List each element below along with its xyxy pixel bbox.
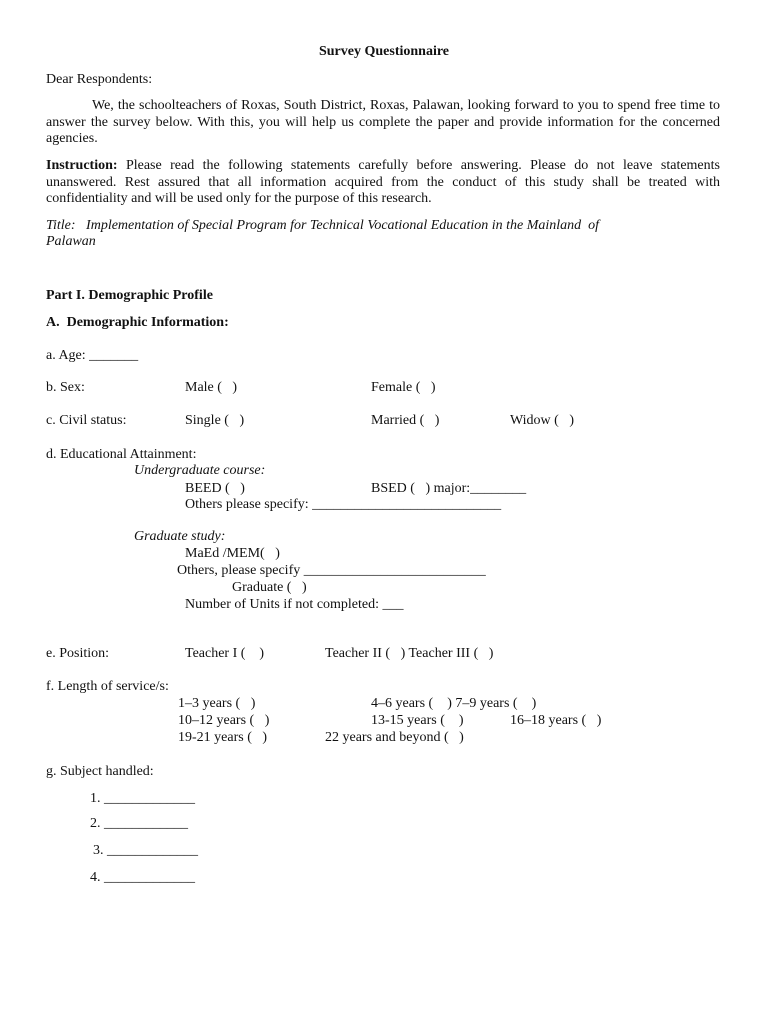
position-label: e. Position:	[46, 646, 110, 661]
sex-label: b. Sex:	[46, 380, 85, 395]
bsed-option[interactable]: BSED ( ) major:________	[371, 481, 527, 496]
undergraduate-label: Undergraduate course:	[134, 463, 266, 478]
study-title-line-1: Title: Implementation of Special Program for Technical Vocational Education in the Mainland of	[46, 218, 600, 233]
graduate-others-field[interactable]: Others, please specify __________________________	[177, 563, 486, 578]
service-length-label: f. Length of service/s:	[46, 679, 169, 694]
civil-married-option[interactable]: Married ( )	[371, 413, 440, 428]
subject-item[interactable]: 4. _____________	[90, 870, 195, 885]
instruction-text: Please read the following statements carefully before answering. Please do not leave statements unanswered. Rest assured that all information acquired from the conduct of this study shall be treated with confidentiality and will be used only for the purpose of this research.	[46, 158, 720, 206]
graduate-study-label: Graduate study:	[134, 529, 226, 544]
graduate-option[interactable]: Graduate ( )	[232, 580, 307, 595]
instruction-paragraph	[46, 158, 720, 208]
instruction-label: Instruction:	[46, 158, 118, 173]
sex-female-option[interactable]: Female ( )	[371, 380, 436, 395]
study-title-line-2: Palawan	[46, 234, 96, 249]
service-1-3-option[interactable]: 1–3 years ( )	[178, 696, 256, 711]
civil-single-option[interactable]: Single ( )	[185, 413, 245, 428]
service-13-15-option[interactable]: 13-15 years ( )	[371, 713, 464, 728]
age-field[interactable]: a. Age: _______	[46, 348, 139, 363]
page-title: Survey Questionnaire	[318, 44, 450, 59]
subject-item[interactable]: 1. _____________	[90, 791, 195, 806]
salutation: Dear Respondents:	[46, 72, 153, 87]
undergraduate-others-field[interactable]: Others please specify: ___________________________	[185, 497, 502, 512]
maed-option[interactable]: MaEd /MEM( )	[185, 546, 280, 561]
civil-widow-option[interactable]: Widow ( )	[510, 413, 574, 428]
sex-male-option[interactable]: Male ( )	[185, 380, 238, 395]
teacher-ii-iii-options[interactable]: Teacher II ( ) Teacher III ( )	[325, 646, 494, 661]
teacher-i-option[interactable]: Teacher I ( )	[185, 646, 265, 661]
subject-handled-label: g. Subject handled:	[46, 764, 154, 779]
subject-item[interactable]: 3. _____________	[93, 843, 198, 858]
service-4-9-options[interactable]: 4–6 years ( ) 7–9 years ( )	[371, 696, 537, 711]
service-19-21-option[interactable]: 19-21 years ( )	[178, 730, 268, 745]
part-one-heading: Part I. Demographic Profile	[46, 288, 213, 303]
beed-option[interactable]: BEED ( )	[185, 481, 245, 496]
subject-item[interactable]: 2. ____________	[90, 816, 188, 831]
education-label: d. Educational Attainment:	[46, 447, 197, 462]
service-10-12-option[interactable]: 10–12 years ( )	[178, 713, 270, 728]
service-16-18-option[interactable]: 16–18 years ( )	[510, 713, 602, 728]
units-field[interactable]: Number of Units if not completed: ___	[185, 597, 404, 612]
intro-paragraph: We, the schoolteachers of Roxas, South District, Roxas, Palawan, looking forward to you to spend free time to answer the survey below. With this, you will help us complete the paper and provide information for the concerned agencies.	[46, 98, 720, 146]
section-a-heading: A. Demographic Information:	[46, 315, 229, 330]
service-22-plus-option[interactable]: 22 years and beyond ( )	[325, 730, 464, 745]
civil-status-label: c. Civil status:	[46, 413, 127, 428]
